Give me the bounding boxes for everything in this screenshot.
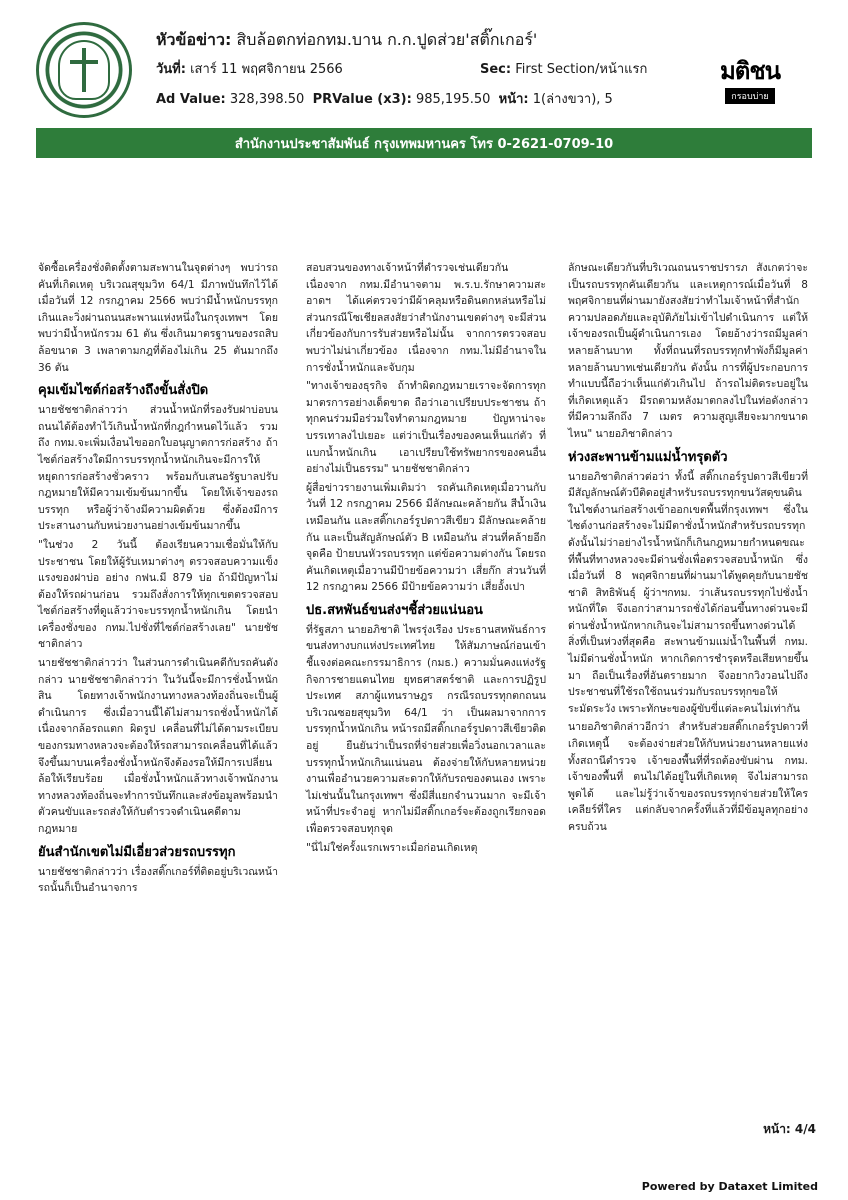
- seal-emblem-icon: [58, 40, 110, 100]
- article-column-1: [38, 260, 278, 899]
- ad-value: 328,398.50: [229, 92, 305, 107]
- article-paragraph: นายชัชชาติกล่าวว่า เรื่องสติ๊กเกอร์ที่ติดอยู่บริเวณหน้ารถนั้นก็เป็นอำนาจการ: [38, 865, 278, 895]
- article-paragraph: "ในช่วง 2 วันนี้ ต้องเรียนความเชื่อมั่นให้กับประชาชน โดยให้ผู้รับเหมาต่างๆ ตรวจสอบความแข็งแรงของฝาบ่อ อย่าง กฟน.มี 879 บ่อ ถ้ามีปัญหาไม่ต้องให้รถผ่านก่อน รวมถึงสั่งการให้ทุกเขตตรวจสอบไซต์ก่อสร้างที่ดูแล้วว่าจะบรรทุกน้ำหนักเกิน โดยนำเครื่องชั่งของ กทม.ไปชั่งที่ไซต์ก่อสร้างเลย" นายชัชชาติกล่าว: [38, 538, 278, 651]
- article-paragraph: นายชัชชาติกล่าวว่า ส่วนน้ำหนักที่รองรับฝาบ่อบนถนนได้ต้องทำไว้เกินน้ำหนักที่กฎกำหนดไว้แล้ว รวมถึง กทม.จะเพิ่มเงื่อนไขออกใบอนุญาตการก่อสร้าง ถ้าไซต์ก่อสร้างใดมีการบรรทุกน้ำหนักเกินจะมีการให้หยุดการก่อสร้างชั่วคราว พร้อมกับเสนอรัฐบาลปรับกฎหมายให้มีความเข้มข้นมากขึ้น โดยให้เจ้าของรถบรรทุก หรือผู้ว่าจ้างมีความผิดด้วย ซึ่งต้องมีการประสานงานกับหน่วยงานอย่างเข้มข้นมากขึ้น: [38, 404, 278, 533]
- article-body: [38, 260, 808, 1030]
- page-value: 1(ล่างขวา), 5: [532, 92, 613, 107]
- date-text: เสาร์ 11 พฤศจิกายน 2566: [190, 62, 343, 77]
- newspaper-brand: [708, 58, 792, 104]
- article-paragraph: นายอภิชาติกล่าวอีกว่า สำหรับส่วยสติ๊กเกอร์รูปดาวที่เกิดเหตุนี้ จะต้องจ่ายส่วยให้กับหน่วยงานหลายแห่ง ทั้งสถานีตำรวจ เจ้าของพื้นที่ที่รถต้องขับผ่าน กทม. เจ้าของพื้นที่ ตนไม่ได้อยู่ในที่เกิดเหตุ จึงไม่สามารถพูดได้ และไม่รู้ว่าเจ้าของรถบรรทุกจ่ายส่วยให้ใครเคลียร์ที่ใคร แต่กลับจากครั้งที่แล้วที่มีข้อมูลทุกอย่างครบถ้วน: [568, 721, 808, 833]
- clipping-meta: [156, 25, 696, 115]
- page-label: หน้า:: [498, 92, 529, 107]
- bma-seal-logo: [36, 22, 132, 118]
- value-row: [156, 85, 696, 115]
- article-paragraph: สอบสวนของทางเจ้าหน้าที่ตำรวจเช่นเดียวกัน เนื่องจาก กทม.มีอำนาจตาม พ.ร.บ.รักษาความสะอาดฯ ได้แค่ตรวจว่ามีผ้าคลุมหรือดินตกหล่นหรือไม่ ส่วนกรณีโซเชียลสงสัยว่าสำนักงานเขตต่างๆ จะมีส่วนเกี่ยวข้องกับการรับส่วยหรือไม่นั้น จากการตรวจสอบพบว่าไม่น่าเกี่ยวข้อง เนื่องจาก กทม.ไม่มีอำนาจในการชั่งน้ำหนักและจับกุม: [306, 262, 546, 374]
- clipping-header: [36, 14, 812, 126]
- article-paragraph: นายชัชชาติกล่าวว่า ในส่วนการดำเนินคดีกับรถคันดังกล่าว นายชัชชาติกล่าวว่า ในวันนี้จะมีการชั่งน้ำหนักสิน โดยทางเจ้าพนักงานทางหลวงท้องถิ่นจะเป็นผู้ดำเนินการ ซึ่งเมื่อวานนี้ได้ไม่สามารถชั่งน้ำหนักได้เนื่องจากล้อรถแตก ผิดรูป เคลื่อนที่ไม่ได้ตามระเบียบของกรมทางหลวงจะต้องให้รถสามารถเคลื่อนที่ได้แล้วจึงขึ้นมาบนเครื่องชั่งน้ำหนักจึงต้องรอให้มีการเปลี่ยนล้อให้เรียบร้อย เมื่อชั่งน้ำหนักแล้วทางเจ้าพนักงานทางหลวงท้องถิ่นจะทำการบันทึกและส่งข้อมูลพร้อมนำตัวคนขับและรถส่งให้กับตำรวจดำเนินคดีตามกฎหมาย: [38, 657, 278, 835]
- headline-label: หัวข้อข่าว:: [156, 30, 232, 49]
- pr-value-label: PRValue (x3):: [312, 92, 412, 107]
- article-subheading: ห่วงสะพานข้ามแม่น้ำทรุดตัว: [568, 449, 728, 465]
- pr-value: 985,195.50: [415, 92, 491, 107]
- article-subheading: ยันสำนักเขตไม่มีเอี่ยวส่วยรถบรรทุก: [38, 844, 236, 860]
- pr-office-banner: สำนักงานประชาสัมพันธ์ กรุงเทพมหานคร โทร 0-2621-0709-10: [36, 128, 812, 158]
- article-paragraph: นายอภิชาติกล่าวต่อว่า ทั้งนี้ สติ๊กเกอร์รูปดาวสีเขียวที่มีสัญลักษณ์ตัวบีติดอยู่สำหรับรถบรรทุกขนวัสดุขนดินในไซต์งานก่อสร้างเข้าออกเขตพื้นที่กรุงเทพฯ ซึ่งในไซต์งานก่อสร้างจะไม่มีตาชั่งน้ำหนักสำหรับรถบรรทุก ดังนั้นไม่ว่าอย่างไรน้ำหนักก็เกินกฎหมายกำหนดขณะที่พื้นที่ทางหลวงจะมีด่านชั่งเพื่อตรวจสอบน้ำหนัก ซึ่งเมื่อวันที่ 8 พฤศจิกายนที่ผ่านมาได้พูดคุยกับนายชัชชาติ สิทธิพันธุ์ ผู้ว่าฯกทม. ว่าเส้นรถบรรทุกไปชั่งน้ำหนักที่ใด จึงเอกว่าสามารถชั่งได้ก่อนขึ้นทางด่วนจะมีด่านชั่งน้ำหนักหากเกินจะไม่สามารถขึ้นทางด่วนได้ สิ่งที่เป็นห่วงที่สุดคือ สะพานข้ามแม่น้ำในพื้นที่ กทม. ไม่มีด่านชั่งน้ำหนัก หากเกิดการชำรุดหรือเสียหายขึ้นมา ถือเป็นเรื่องที่อันตรายมาก จึงอยากวิงวอนไปถึงประชาชนที่ใช้รถใช้ถนนร่วมกับรถบรรทุกขอให้ระมัดระวัง เพราะทักษะของผู้ขับขี่แต่ละคนไม่เท่ากัน: [568, 470, 808, 715]
- article-subheading: ปธ.สหพันธ์ขนส่งฯชี้ส่วยแน่นอน: [306, 602, 483, 618]
- sec-label: Sec:: [480, 62, 512, 77]
- article-paragraph: ที่รัฐสภา นายอภิชาติ ไพรรุ่งเรือง ประธานสหพันธ์การขนส่งทางบกแห่งประเทศไทย ให้สัมภาษณ์ก่อนเข้าชี้แจงต่อคณะกรรมาธิการ (กมธ.) ความมั่นคงแห่งรัฐ กิจการชายแดนไทย ยุทธศาสตร์ชาติ และการปฏิรูปประเทศ สภาผู้แทนราษฎร กรณีรถบรรทุกตกถนนบริเวณซอยสุขุมวิท 64/1 ว่า เป็นผลมาจากการบรรทุกน้ำหนักเกิน หน้ารถมีสติ๊กเกอร์รูปดาวสีเขียวติดอยู่ ยืนยันว่าเป็นรถที่จ่ายส่วยเพื่อวิ่งนอกเวลาและบรรทุกน้ำหนักเกินแน่นอน ต้องจ่ายให้กับหลายหน่วยงานเพื่ออำนวยความสะดวกให้กับรถของตนเอง เพราะไม่เช่นนั้นในกรุงเทพฯ ซึ่งมีสี่แยกจำนวนมาก จะมีเจ้าหน้าที่ประจำอยู่ หากไม่มีสติ๊กเกอร์จะต้องถูกเรียกจอดเพื่อตรวจสอบทุกจุด: [306, 623, 546, 835]
- section-info: [480, 55, 647, 85]
- headline-text: สิบล้อตกท่อกทม.บาน ก.ก.ปูดส่วย'สติ๊กเกอร์': [236, 30, 538, 49]
- brand-edition: กรอบบ่าย: [725, 88, 774, 104]
- date-row: [156, 55, 696, 85]
- page-number: หน้า: 4/4: [763, 1122, 816, 1136]
- article-paragraph: "ทางเจ้าของธุรกิจ ถ้าทำผิดกฎหมายเราจะจัดการทุกมาตรการอย่างเด็ดขาด ถือว่าเอาเปรียบประชาชน ถ้าทุกคนร่วมมือร่วมใจทำตามกฎหมาย ปัญหาน่าจะบรรเทาลงไปเยอะ แต่ว่าเป็นเรื่องของคนเห็นแก่ตัว ที่แบกน้ำหนักเกิน เอาเปรียบใช้ทรัพยากรของคนอื่นอย่างไม่เป็นธรรม" นายชัชชาติกล่าว: [306, 380, 546, 476]
- date-label: วันที่:: [156, 62, 186, 77]
- powered-by: Powered by Dataxet Limited: [641, 1180, 818, 1193]
- article-column-3: [568, 260, 808, 838]
- sec-text: First Section/หน้าแรก: [515, 62, 648, 77]
- article-subheading: คุมเข้มไซต์ก่อสร้างถึงขั้นสั่งปิด: [38, 383, 209, 399]
- article-column-2: [306, 260, 546, 858]
- article-paragraph: "นี่ไม่ใช่ครั้งแรกเพราะเมื่อก่อนเกิดเหตุ: [306, 841, 478, 854]
- article-paragraph: ลักษณะเดียวกันที่บริเวณถนนราชปรารภ สังเกตว่าจะเป็นรถบรรทุกคันเดียวกัน และเหตุการณ์เมื่อวันที่ 8 พฤศจิกายนที่ผ่านมายังสงสัยว่าทำไมเจ้าหน้าที่สำนักความปลอดภัยและอุบัติภัยไม่เข้าไปดำเนินการ แต่ให้เจ้าของรถเป็นผู้ดำเนินการเอง โดยอ้างว่ารถมีมูลค่าหลายล้านบาท ทั้งที่ถนนที่รถบรรทุกทำพังก็มีมูลค่าหลายล้านบาทเช่นเดียวกัน ดังนั้น การที่ผู้ประกอบการทำแบบนี้ถือว่าเห็นแก่ตัวเกินไป ถ้ารถไม่ติดระบอยู่ในที่เกิดเหตุแล้ว มีรถตามหลังมาตกลงไปในท่อดังกล่าว ที่มีความลึกถึง 7 เมตร ความสูญเสียจะมากขนาดไหน" นายอภิชาติกล่าว: [568, 262, 808, 440]
- ad-value-label: Ad Value:: [156, 92, 226, 107]
- headline-row: [156, 25, 696, 55]
- brand-name: มติชน: [719, 57, 781, 85]
- article-paragraph: ผู้สื่อข่าวรายงานเพิ่มเติมว่า รถคันเกิดเหตุเมื่อวานกับวันที่ 12 กรกฎาคม 2566 มีลักษณะคล้ายกัน สีน้ำเงินเหมือนกัน และสติ๊กเกอร์รูปดาวสีเขียว มีลักษณะคล้ายกัน และเป็นสัญลักษณ์ตัว B เหมือนกัน ส่วนที่คล้ายอีกจุดคือ ป้ายบนหัวรถบรรทุก แต่ข้อความต่างกัน โดยรถคันเกิดเหตุเมื่อวานมีป้ายข้อความว่า เสี่ยก๊ก ส่วนวันที่ 12 กรกฎาคม 2566 มีป้ายข้อความว่า เสี่ยอั้งเปา: [306, 481, 546, 594]
- article-paragraph: จัดซื้อเครื่องชั่งติดตั้งตามสะพานในจุดต่างๆ พบว่ารถคันที่เกิดเหตุ บริเวณสุขุมวิท 64/1 มีภาพบันทึกไว้ได้เมื่อวันที่ 12 กรกฎาคม 2566 พบว่ามีน้ำหนักบรรทุกเกินและวิ่งผ่านถนนสะพานแห่งหนึ่งในกรุงเทพฯ โดยพบว่ามีน้ำหนักรวม 61 ตัน ซึ่งเกินมาตรฐานของรถสิบล้อขนาด 3 เพลาตามกฎที่ต้องไม่เกิน 25 ตันมากถึง 36 ตัน: [38, 262, 278, 374]
